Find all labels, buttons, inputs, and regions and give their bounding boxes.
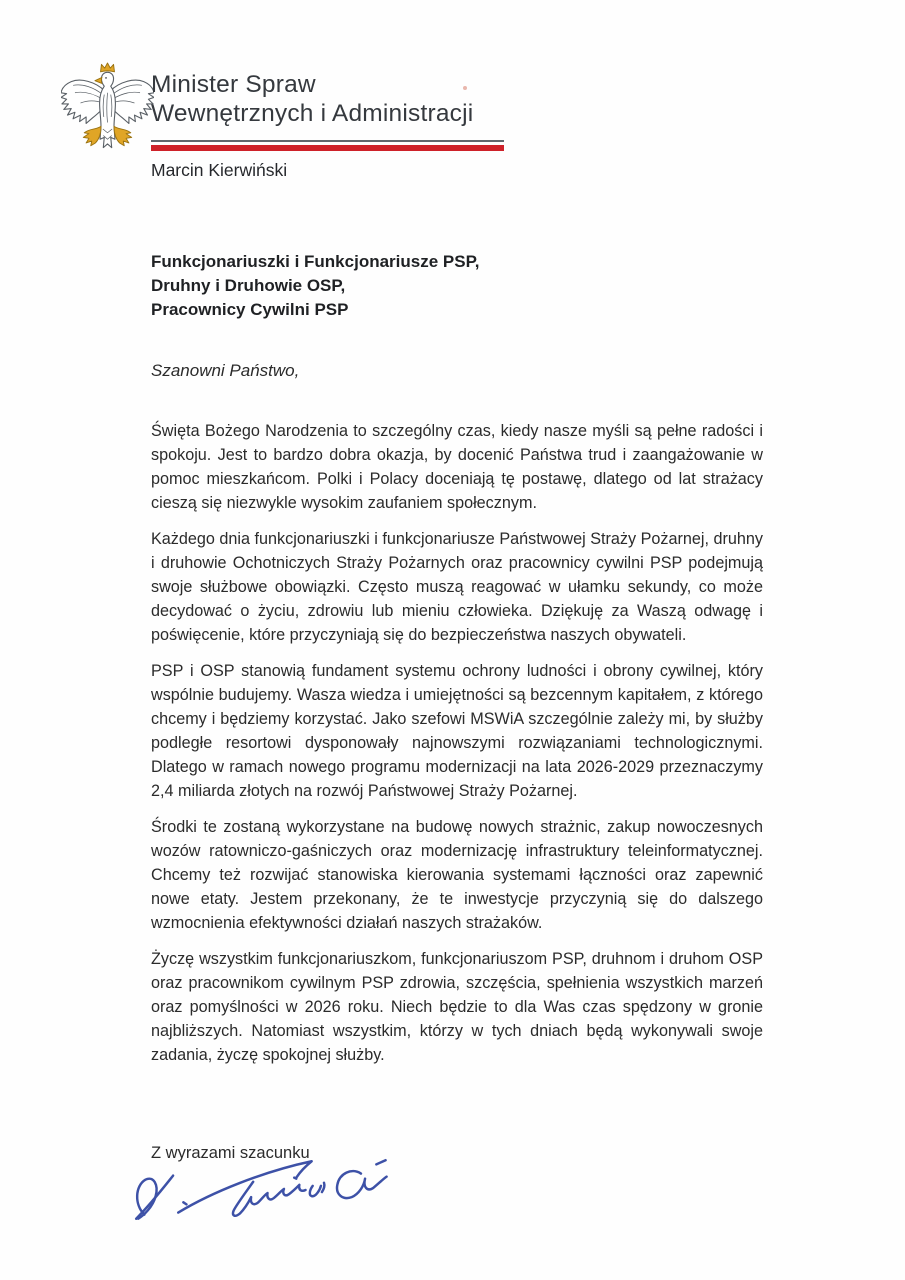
handwritten-signature xyxy=(130,1150,402,1232)
addressee-line: Funkcjonariuszki i Funkcjonariusze PSP, xyxy=(151,252,480,271)
paragraph: PSP i OSP stanowią fundament systemu ochrony ludności i obrony cywilnej, który wspólnie budujemy. Wasza wiedza i umiejętności są bezcennym kapitałem, z którego chcemy i będziemy korzystać. Jako szefowi MSWiA szczególnie zależy mi, by służby podległe resortowi dysponowały najnowszymi rozwiązaniami technologicznymi. Dlatego w ramach nowego programu modernizacji na lata 2026-2029 przeznaczymy 2,4 miliarda złotych na rozwój Państwowej Straży Pożarnej. xyxy=(151,662,763,800)
flag-rule xyxy=(151,140,504,151)
paragraph: Każdego dnia funkcjonariuszki i funkcjonariusze Państwowej Straży Pożarnej, druhny i druhowie Ochotniczych Straży Pożarnych oraz pracownicy cywilni PSP podejmują swoje służbowe obowiązki. Często muszą reagować w ułamku sekundy, co może decydować o życiu, zdrowiu lub mieniu człowieka. Dziękuję za Waszą odwagę i poświęcenie, które przyczyniają się do bezpieczeństwa naszych obywateli. xyxy=(151,530,763,644)
paragraph: Święta Bożego Narodzenia to szczególny czas, kiedy nasze myśli są pełne radości i spokoju. Jest to bardzo dobra okazja, by docenić Państwa trud i zaangażowanie w pomoc mieszkańcom. Polki i Polacy doceniają tę postawę, dlatego od lat strażacy cieszą się niezwykle wysokim zaufaniem społecznym. xyxy=(151,422,763,512)
addressee-line: Pracownicy Cywilni PSP xyxy=(151,300,349,319)
salutation: Szanowni Państwo, xyxy=(151,361,300,380)
addressee-line: Druhny i Druhowie OSP, xyxy=(151,276,346,295)
polish-eagle-emblem-icon xyxy=(61,61,154,171)
ministry-title xyxy=(151,70,571,128)
addressee-block xyxy=(151,250,479,322)
ministry-title-line2: Wewnętrznych i Administracji xyxy=(151,100,474,127)
paragraph: Życzę wszystkim funkcjonariuszkom, funkcjonariuszom PSP, druhnom i druhom OSP oraz pracownikom cywilnym PSP zdrowia, szczęścia, spełnienia wszystkich marzeń oraz pomyślności w 2026 roku. Niech będzie to dla Was czas spędzony w gronie najbliższych. Natomiast wszystkim, którzy w tych dniach będą wykonywali swoje zadania, życzę spokojnej służby. xyxy=(151,950,763,1064)
flag-rule-gray-line xyxy=(151,140,504,142)
ministry-title-line1: Minister Spraw xyxy=(151,71,316,98)
flag-rule-red-line xyxy=(151,145,504,151)
minister-name: Marcin Kierwiński xyxy=(151,160,288,180)
closing-phrase: Z wyrazami szacunku xyxy=(151,1144,310,1162)
letter-body xyxy=(151,419,763,1079)
scan-artifact-speck xyxy=(463,86,467,90)
paragraph: Środki te zostaną wykorzystane na budowę nowych strażnic, zakup nowoczesnych wozów ratowniczo-gaśniczych oraz modernizację infrastruktury teleinformatycznej. Chcemy też rozwijać stanowiska kierowania systemami łączności oraz zapewnić nowe etaty. Jestem przekonany, że te inwestycje przyczynią się do dalszego wzmocnienia efektywności działań naszych strażaków. xyxy=(151,818,763,932)
